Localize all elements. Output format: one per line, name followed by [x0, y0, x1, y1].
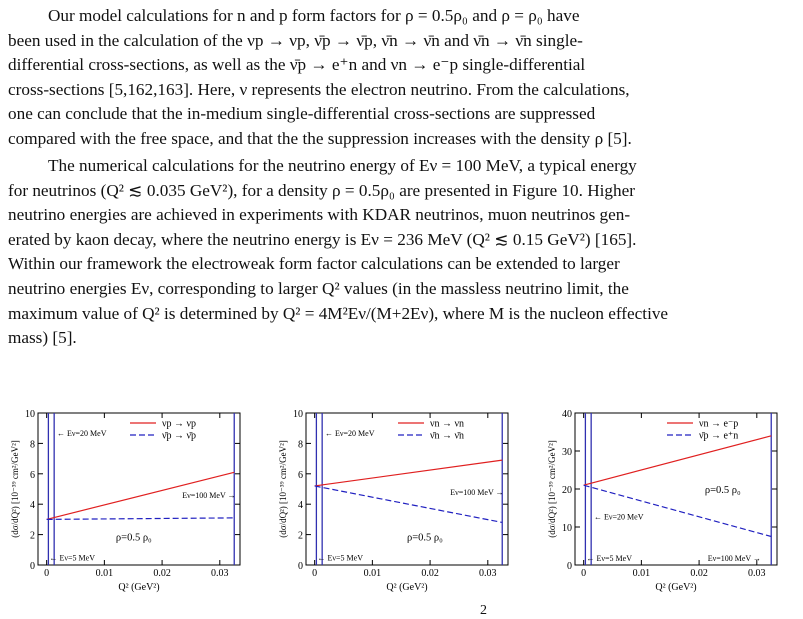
legend-label: νn → νn	[430, 418, 465, 430]
text-line: one can conclude that the in-medium single-differential cross-sections are suppressed	[8, 104, 596, 124]
x-tick-label: 0.02	[690, 568, 708, 579]
paragraph-2	[8, 154, 795, 351]
annotation: ← Eν=5 MeV	[49, 553, 96, 563]
annotation: ← Eν=20 MeV	[325, 428, 375, 438]
text-line: neutrino energies are achieved in experiments with KDAR neutrinos, muon neutrinos gen-	[8, 205, 631, 225]
text-line: for neutrinos (Q² ≲ 0.035 GeV²), for a density ρ = 0.5ρ₀ are presented in Figure 10. Higher	[8, 180, 635, 200]
y-tick-label: 2	[30, 530, 35, 542]
text-line: maximum value of Q² is determined by Q² = 4M²Eν/(M+2Eν), where M is the nucleon effective	[8, 303, 669, 323]
x-axis-label: Q² (GeV²)	[386, 582, 428, 593]
y-tick-label: 0	[298, 561, 303, 572]
series-line	[47, 518, 235, 520]
y-tick-label: 10	[562, 523, 572, 534]
legend-label: νn → e⁻p	[699, 418, 739, 430]
y-tick-label: 2	[298, 530, 303, 542]
y-tick-label: 4	[30, 500, 35, 512]
cut-off-text: 2	[480, 603, 487, 618]
x-tick-label: 0.03	[748, 568, 766, 579]
y-tick-label: 10	[293, 409, 303, 420]
plot-frame	[575, 413, 777, 565]
annotation: ← Eν=5 MeV	[586, 554, 633, 564]
annotation: Eν=100 MeV →	[450, 488, 504, 498]
legend-label: ν̄p → e⁺n	[699, 430, 739, 442]
text-line: Within our framework the electroweak form factor calculations can be extended to larger	[8, 254, 620, 274]
plot-svg	[8, 405, 260, 605]
y-tick-label: 10	[25, 409, 35, 420]
text-line: The numerical calculations for the neutrino energy of Eν = 100 MeV, a typical energy	[48, 156, 637, 175]
x-axis-label: Q² (GeV²)	[118, 582, 160, 593]
text-line: neutrino energies Eν, corresponding to larger Q² values (in the massless neutrino limit, the	[8, 278, 629, 298]
y-tick-label: 40	[562, 409, 572, 420]
text-line: differential cross-sections, as well as the ν̄p → e⁺n and νn → e⁻p single-differential	[8, 55, 586, 75]
paragraph-1	[8, 4, 795, 152]
x-tick-label: 0.01	[363, 568, 382, 579]
y-tick-label: 8	[30, 439, 35, 451]
plot-svg	[276, 405, 528, 605]
text-line: erated by kaon decay, where the neutrino energy is Eν = 236 MeV (Q² ≲ 0.15 GeV²) [165].	[8, 229, 637, 249]
text-line: compared with the free space, and that the the suppression increases with the density ρ [5].	[8, 128, 632, 148]
x-tick-label: 0	[581, 568, 587, 579]
y-tick-label: 8	[298, 439, 303, 451]
y-tick-label: 6	[298, 469, 303, 481]
series-line	[584, 436, 772, 485]
x-tick-label: 0.02	[153, 568, 171, 579]
x-tick-label: 0	[312, 568, 318, 579]
annotation: ← Eν=5 MeV	[317, 553, 364, 563]
annotation: ρ=0.5 ρ₀	[704, 484, 741, 496]
x-tick-label: 0	[44, 568, 50, 579]
x-tick-label: 0.02	[421, 568, 439, 579]
chart-neutrino-neutron	[276, 405, 528, 605]
text-line: Our model calculations for n and p form factors for ρ = 0.5ρ₀ and ρ = ρ₀ have	[48, 6, 580, 25]
y-axis-label: (dσ/dQ²) [10⁻³⁹ cm²/GeV²]	[547, 440, 557, 538]
x-tick-label: 0.01	[632, 568, 651, 579]
plot-svg	[545, 405, 797, 605]
y-tick-label: 6	[30, 469, 35, 481]
y-axis-label: (dσ/dQ²) [10⁻³⁹ cm²/GeV²]	[278, 440, 288, 538]
annotation: ρ=0.5 ρ₀	[407, 532, 443, 544]
y-axis-label: (dσ/dQ²) [10⁻³⁹ cm²/GeV²]	[10, 440, 20, 538]
annotation: ← Eν=20 MeV	[57, 428, 107, 438]
annotation: ← Eν=20 MeV	[594, 512, 644, 522]
y-tick-label: 30	[562, 447, 572, 458]
chart-neutrino-proton	[8, 405, 260, 605]
series-line	[584, 485, 772, 536]
y-tick-label: 0	[30, 561, 35, 572]
annotation: Eν=100 MeV →	[182, 491, 236, 501]
legend-label: ν̄p → ν̄p	[162, 430, 197, 442]
legend-label: ν̄n → ν̄n	[430, 430, 465, 442]
text-line: cross-sections [5,162,163]. Here, ν represents the electron neutrino. From the calculations,	[8, 79, 630, 99]
text-line: mass) [5].	[8, 328, 77, 348]
chart-charged-current	[545, 405, 797, 605]
text-line: been used in the calculation of the νp → νp, ν̄p → ν̄p, ν̄n → ν̄n and ν̄n → ν̄n single-	[8, 30, 583, 50]
annotation: ρ=0.5 ρ₀	[115, 532, 152, 544]
y-tick-label: 4	[298, 500, 303, 512]
x-tick-label: 0.03	[479, 568, 497, 579]
x-tick-label: 0.03	[211, 568, 229, 579]
y-tick-label: 20	[562, 485, 572, 496]
y-tick-label: 0	[567, 561, 572, 572]
x-axis-label: Q² (GeV²)	[655, 582, 697, 593]
series-line	[315, 460, 503, 486]
annotation: Eν=100 MeV →	[707, 554, 762, 564]
x-tick-label: 0.01	[95, 568, 114, 579]
legend-label: νp → νp	[162, 418, 197, 430]
